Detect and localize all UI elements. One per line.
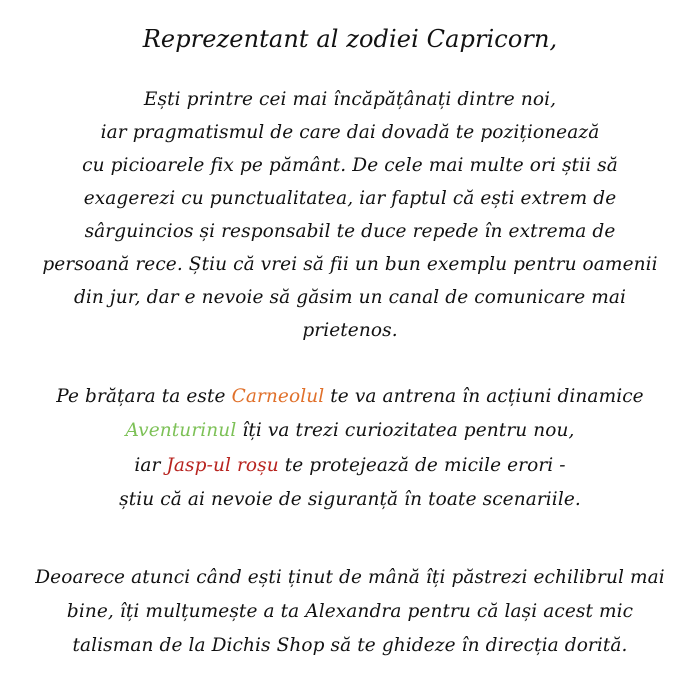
line-text: îți va trezi curiozitatea pentru nou,: [236, 420, 575, 441]
paragraph-line: Deoarece atunci când ești ținut de mână îți păstrezi echilibrul mai: [35, 567, 665, 588]
line-text: te protejează de micile erori -: [278, 455, 566, 476]
line-text: te va antrena în acțiuni dinamice: [324, 386, 644, 407]
stone-line-aventurin: [0, 418, 700, 444]
stone-jasp-rosu: Jasp-ul roșu: [166, 455, 279, 476]
paragraph-line: bine, îți mulțumește a ta Alexandra pentru că lași acest mic: [66, 601, 634, 622]
stone-line-jasp: [0, 453, 700, 479]
stone-aventurinul: Aventurinul: [125, 420, 237, 441]
paragraph-line: sârguincios și responsabil te duce repede în extrema de: [84, 221, 616, 242]
page-title: Reprezentant al zodiei Capricorn,: [142, 25, 558, 53]
paragraph-line: persoană rece. Știu că vrei să fii un bun exemplu pentru oamenii: [42, 254, 658, 275]
line-text: Pe brățara ta este: [56, 386, 232, 407]
paragraph-line: iar pragmatismul de care dai dovadă te poziționează: [100, 122, 600, 143]
stone-carneolul: Carneolul: [231, 386, 325, 407]
stone-line-carneol: [0, 384, 700, 410]
line-text: iar: [134, 455, 167, 476]
paragraph-line: din jur, dar e nevoie să găsim un canal de comunicare mai: [73, 287, 627, 308]
paragraph-line: cu picioarele fix pe pământ. De cele mai multe ori știi să: [82, 155, 618, 176]
paragraph-line: știu că ai nevoie de siguranță în toate scenariile.: [119, 489, 581, 510]
paragraph-line: talisman de la Dichis Shop să te ghideze în direcția dorită.: [72, 635, 628, 656]
paragraph-line: prietenos.: [302, 320, 398, 341]
paragraph-line: exagerezi cu punctualitatea, iar faptul că ești extrem de: [83, 188, 617, 209]
paragraph-line: Ești printre cei mai încăpățânați dintre noi,: [143, 89, 557, 110]
